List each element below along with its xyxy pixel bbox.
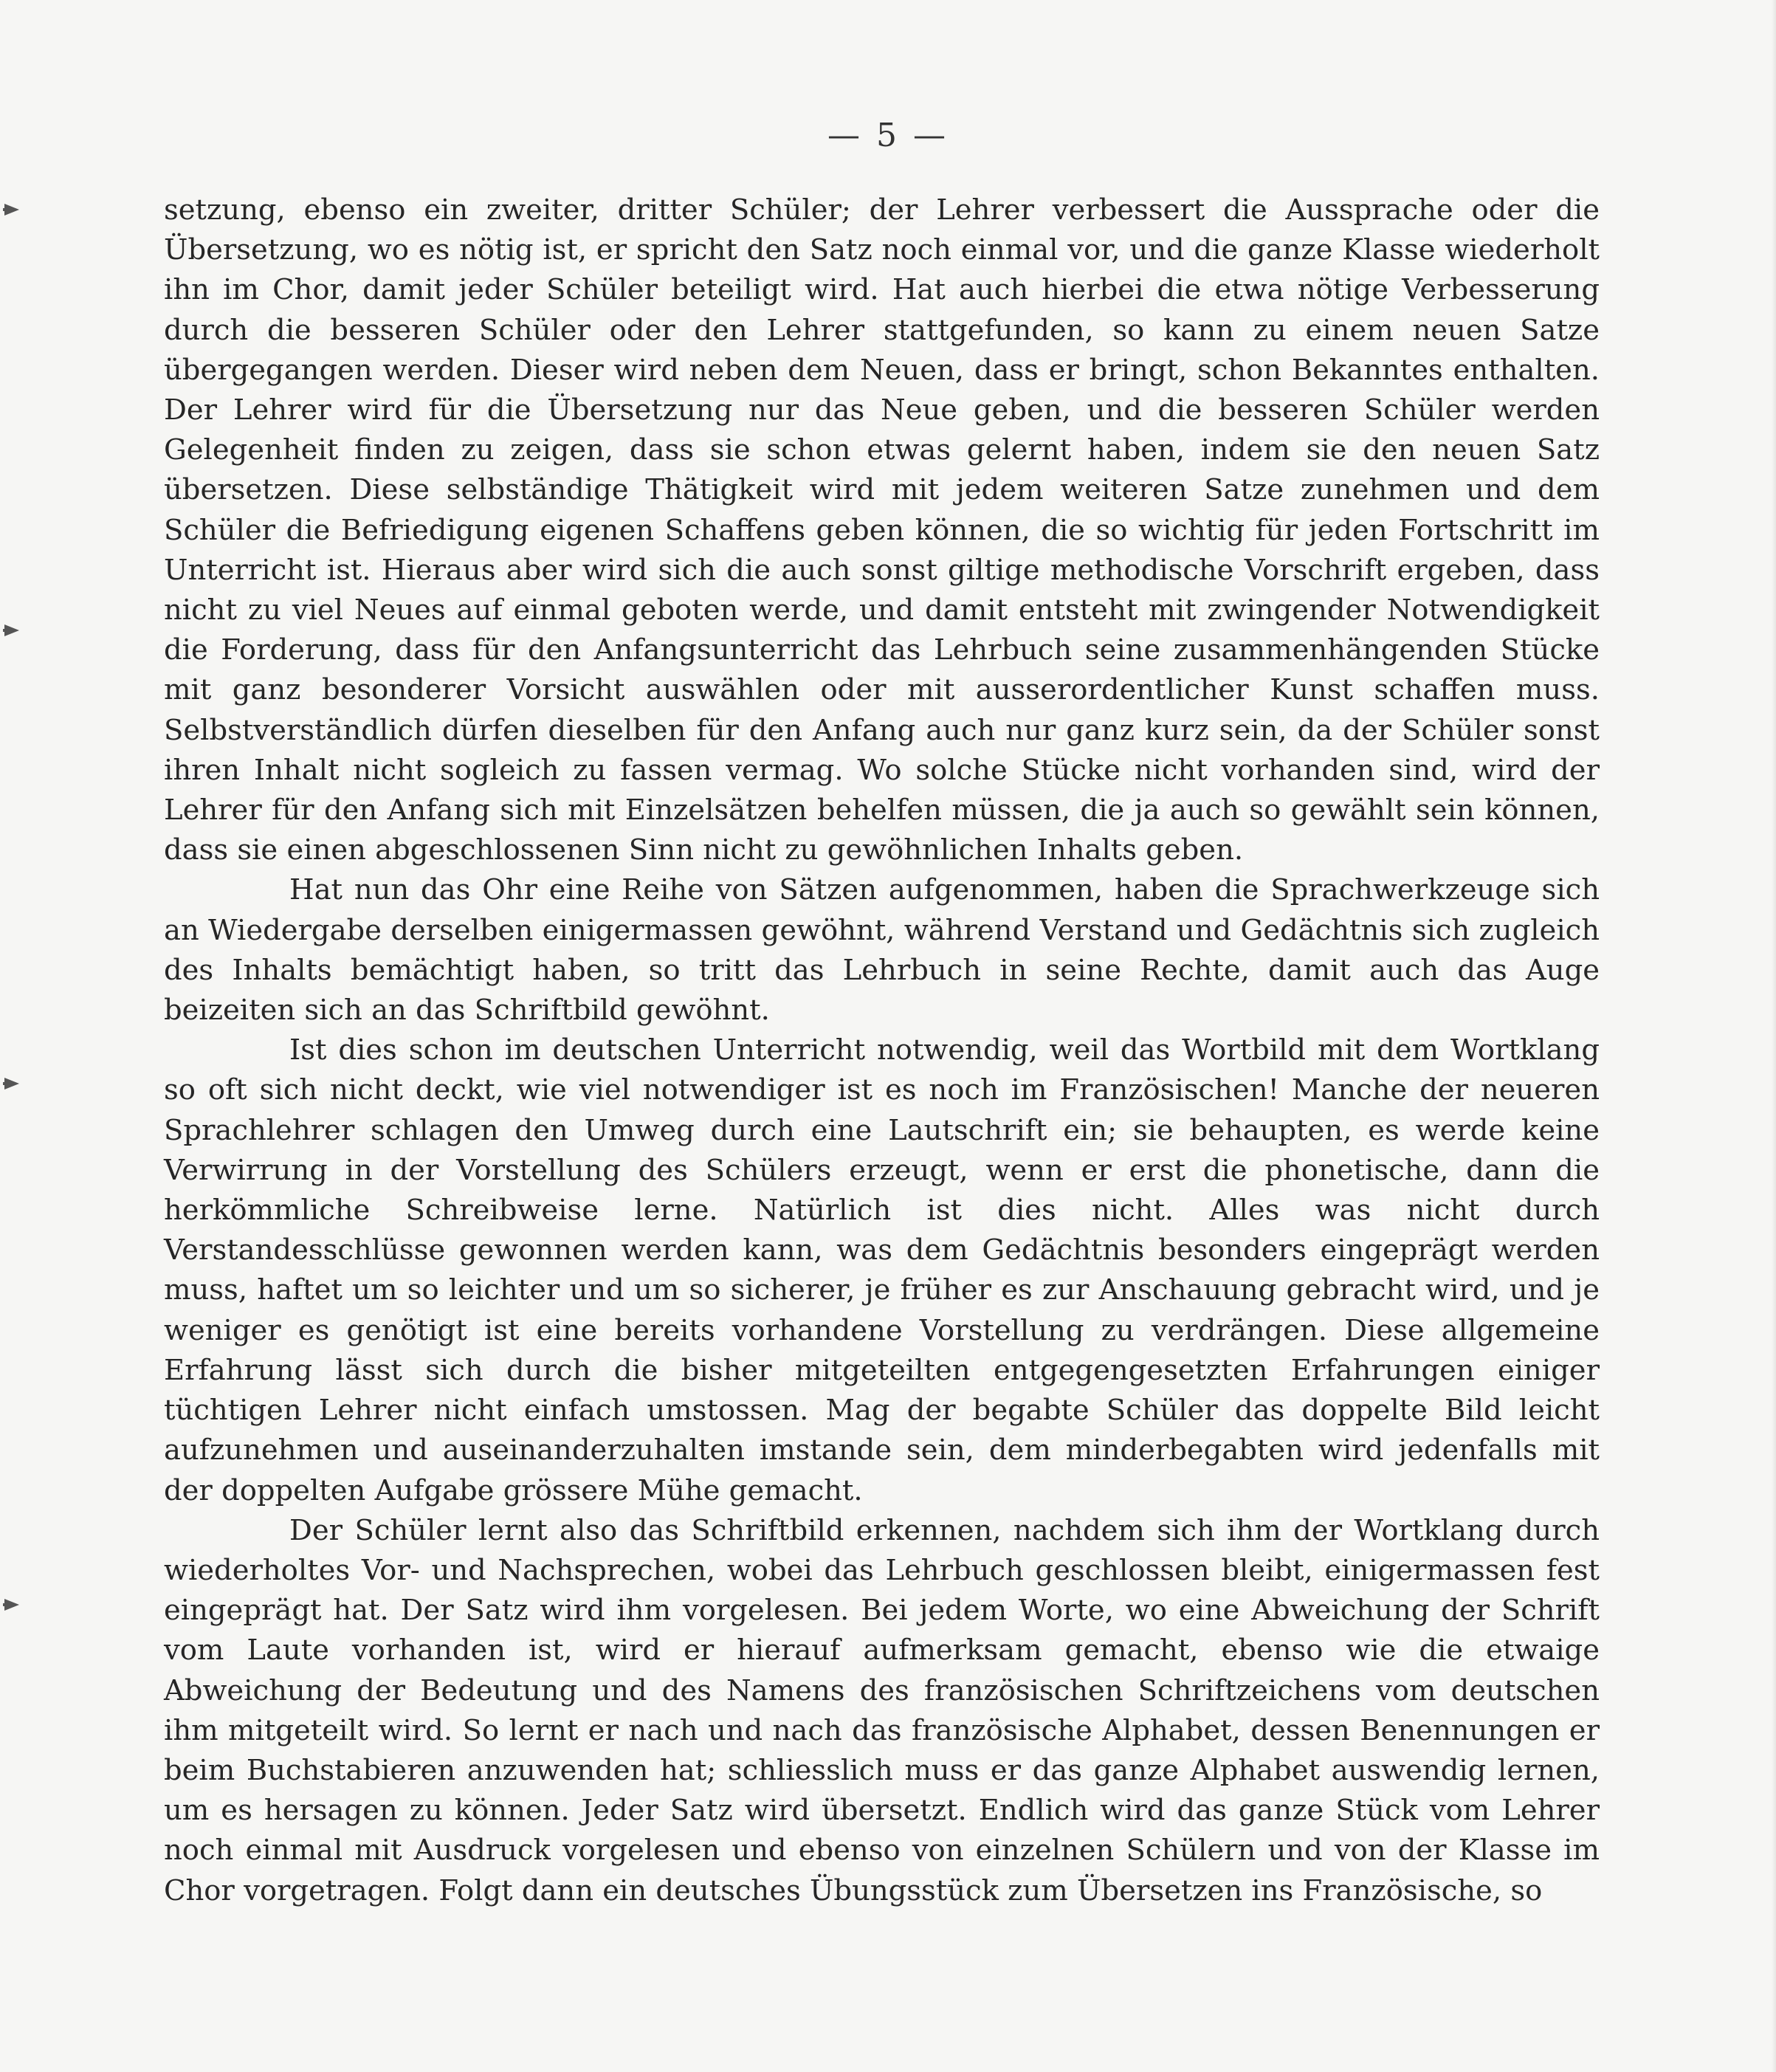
paragraph-4: Der Schüler lernt also das Schriftbild erkennen, nachdem sich ihm der Wortklang durch wiederholtes Vor- und Nachsprechen, wobei das Lehrbuch geschlossen bleibt, einigermassen fest eingeprägt hat. Der Satz wird ihm vorgelesen. Bei jedem Worte, wo eine Abweichung der Schrift vom Laute vorhanden ist, wird er hierauf aufmerksam gemacht, ebenso wie die etwaige Abweichung der Bedeutung und des Namens des französischen Schriftzeichens vom deutschen ihm mitgeteilt wird. So lernt er nach und nach das französische Alphabet, dessen Benennungen er beim Buchstabieren anzuwenden hat; schliesslich muss er das ganze Alphabet auswendig lernen, um es hersagen zu können. Jeder Satz wird übersetzt. Endlich wird das ganze Stück vom Lehrer noch einmal mit Ausdruck vorgelesen und ebenso von einzelnen Schülern und von der Klasse im Chor vorgetragen. Folgt dann ein deutsches Übungsstück zum Übersetzen ins Französische, so <box>164 1513 1600 1907</box>
margin-arrow-icon <box>4 1599 19 1611</box>
paragraph-2: Hat nun das Ohr eine Reihe von Sätzen aufgenommen, haben die Sprachwerkzeuge sich an Wiedergabe derselben einigermassen gewöhnt, während Verstand und Gedächtnis sich zugleich des Inhalts bemächtigt haben, so tritt das Lehrbuch in seine Rechte, damit auch das Auge beizeiten sich an das Schriftbild gewöhnt. <box>164 873 1600 1028</box>
margin-arrow-icon <box>4 204 19 216</box>
paragraph-3: Ist dies schon im deutschen Unterricht notwendig, weil das Wortbild mit dem Wortklang so oft sich nicht deckt, wie viel notwendiger ist es noch im Französischen! Manche der neueren Sprachlehrer schlagen den Umweg durch eine Lautschrift ein; sie behaupten, es werde keine Verwirrung in der Vorstellung des Schülers erzeugt, wenn er erst die phonetische, dann die herkömmliche Schreibweise lerne. Natürlich ist dies nicht. Alles was nicht durch Verstandesschlüsse gewonnen werden kann, was dem Gedächtnis besonders eingeprägt werden muss, haftet um so leichter und um so sicherer, je früher es zur Anschauung gebracht wird, und je weniger es genötigt ist eine bereits vorhandene Vorstellung zu verdrängen. Diese allgemeine Erfahrung lässt sich durch die bisher mitgeteilten entgegengesetzten Erfahrungen einiger tüchtigen Lehrer nicht einfach umstossen. Mag der begabte Schüler das doppelte Bild leicht aufzunehmen und auseinanderzuhalten imstande sein, dem minderbegabten wird jedenfalls mit der doppelten Aufgabe grössere Mühe gemacht. <box>164 1033 1600 1507</box>
margin-arrow-icon <box>4 1078 19 1090</box>
margin-arrow-icon <box>4 624 19 636</box>
paragraph-1: setzung, ebenso ein zweiter, dritter Schüler; der Lehrer verbessert die Aussprache oder die Übersetzung, wo es nötig ist, er spricht den Satz noch einmal vor, und die ganze Klasse wiederholt ihn im Chor, damit jeder Schüler beteiligt wird. Hat auch hierbei die etwa nötige Verbesserung durch die besseren Schüler oder den Lehrer stattgefunden, so kann zu einem neuen Satze übergegangen werden. Dieser wird neben dem Neuen, dass er bringt, schon Bekanntes enthalten. Der Lehrer wird für die Übersetzung nur das Neue geben, und die besseren Schüler werden Gelegenheit finden zu zeigen, dass sie schon etwas gelernt haben, indem sie den neuen Satz übersetzen. Diese selbständige Thätigkeit wird mit jedem weiteren Satze zunehmen und dem Schüler die Befriedigung eigenen Schaffens geben können, die so wichtig für jeden Fortschritt im Unterricht ist. Hieraus aber wird sich die auch sonst giltige methodische Vorschrift ergeben, dass nicht zu viel Neues auf einmal geboten werde, und damit entsteht mit zwingender Notwendigkeit die Forderung, dass für den Anfangsunterricht das Lehrbuch seine zusammenhängenden Stücke mit ganz besonderer Vorsicht auswählen oder mit ausserordentlicher Kunst schaffen muss. Selbstverständlich dürfen dieselben für den Anfang auch nur ganz kurz sein, da der Schüler sonst ihren Inhalt nicht sogleich zu fassen vermag. Wo solche Stücke nicht vorhanden sind, wird der Lehrer für den Anfang sich mit Einzelsätzen behelfen müssen, die ja auch so gewählt sein können, dass sie einen abgeschlossenen Sinn nicht zu gewöhnlichen Inhalts geben. <box>164 193 1600 867</box>
scan-edge <box>1772 0 1776 2072</box>
body-text <box>164 190 1600 1911</box>
page-number: — 5 — <box>827 117 949 154</box>
